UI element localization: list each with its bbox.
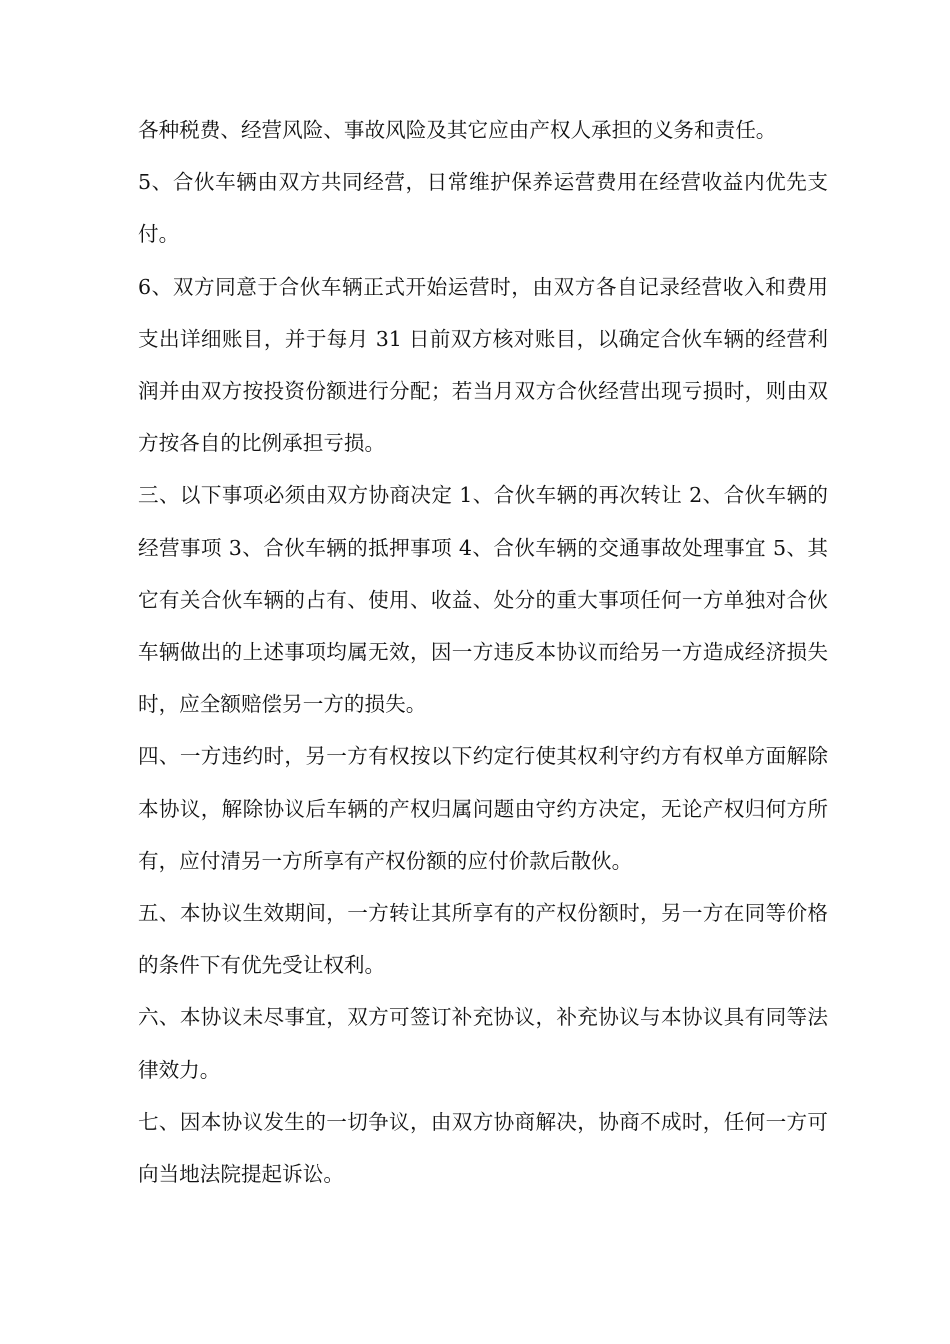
paragraph-section-4: 四、一方违约时，另一方有权按以下约定行使其权利守约方有权单方面解除本协议，解除协议后车辆的产权归属问题由守约方决定，无论产权归何方所有，应付清另一方所享有产权份额的应付价款后散伙。	[138, 744, 828, 873]
paragraph-section-5: 五、本协议生效期间，一方转让其所享有的产权份额时，另一方在同等价格的条件下有优先受让权利。	[138, 901, 828, 978]
paragraph-clause-5: 5、合伙车辆由双方共同经营，日常维护保养运营费用在经营收益内优先支付。	[138, 170, 828, 247]
paragraph-clause-6: 6、双方同意于合伙车辆正式开始运营时，由双方各自记录经营收入和费用支出详细账目，并于每月 31 日前双方核对账目，以确定合伙车辆的经营利润并由双方按投资份额进行分配；若当月双方合伙经营出现亏损时，则由双方按各自的比例承担亏损。	[138, 274, 828, 456]
paragraph-taxes-risks: 各种税费、经营风险、事故风险及其它应由产权人承担的义务和责任。	[138, 118, 777, 142]
paragraph-section-7: 七、因本协议发生的一切争议，由双方协商解决，协商不成时，任何一方可向当地法院提起诉讼。	[138, 1109, 828, 1187]
paragraph-section-6: 六、本协议未尽事宜，双方可签订补充协议，补充协议与本协议具有同等法律效力。	[138, 1005, 828, 1082]
document-body	[138, 104, 828, 1200]
paragraph-section-3: 三、以下事项必须由双方协商决定 1、合伙车辆的再次转让 2、合伙车辆的经营事项 3、合伙车辆的抵押事项 4、合伙车辆的交通事故处理事宜 5、其它有关合伙车辆的占有、使用、收益、处分的重大事项任何一方单独对合伙车辆做出的上述事项均属无效，因一方违反本协议而给另一方造成经济损失时，应全额赔偿另一方的损失。	[138, 483, 828, 717]
